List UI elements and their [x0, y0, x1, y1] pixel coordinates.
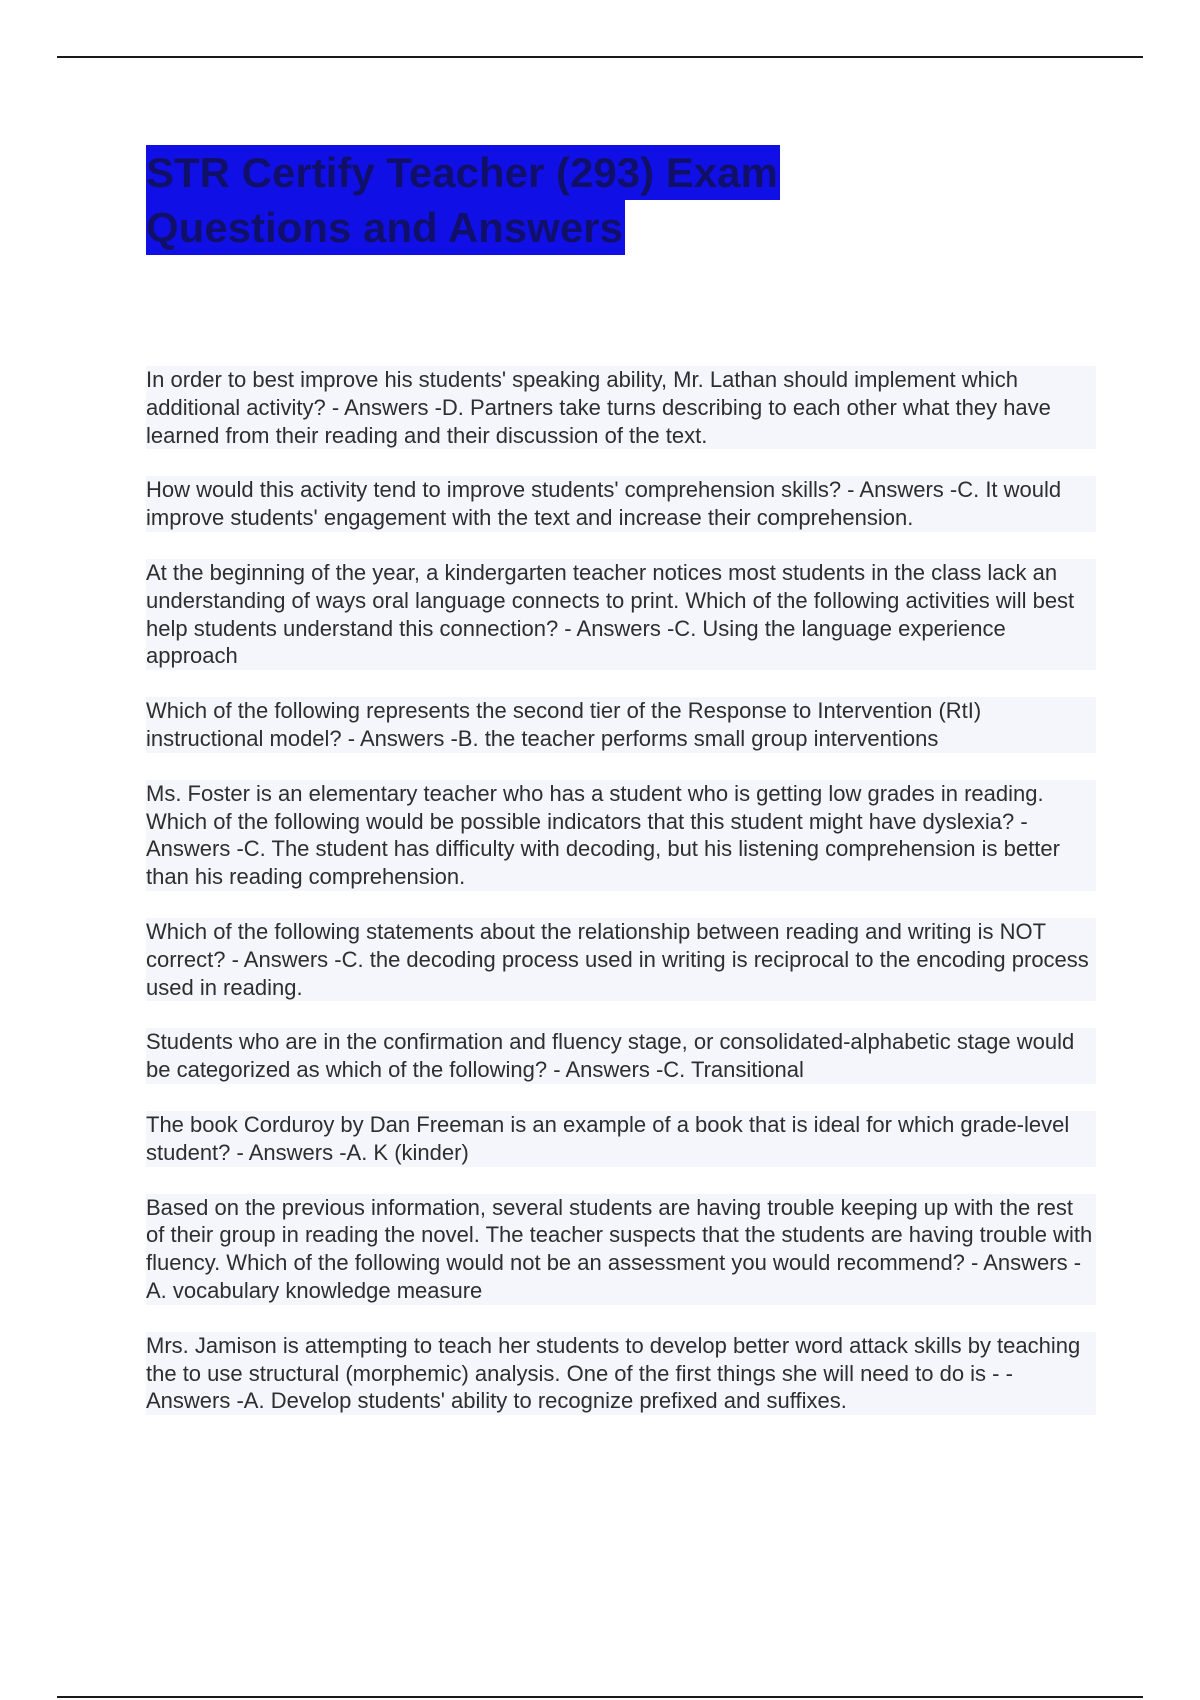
qa-item: Which of the following represents the second tier of the Response to Intervention (RtI) instructional model? - Answers -B. the teacher performs small group interventions — [146, 697, 1096, 753]
qa-item: Which of the following statements about the relationship between reading and writing is NOT correct? - Answers -C. the decoding process used in writing is reciprocal to the encoding process used in reading. — [146, 918, 1096, 1001]
qa-item: Mrs. Jamison is attempting to teach her students to develop better word attack skills by teaching the to use structural (morphemic) analysis. One of the first things she will need to do is - - Answers -A. Develop students' ability to recognize prefixed and suffixes. — [146, 1332, 1096, 1415]
qa-item: In order to best improve his students' speaking ability, Mr. Lathan should implement which additional activity? - Answers -D. Partners take turns describing to each other what they have learned from their reading and their discussion of the text. — [146, 366, 1096, 449]
qa-item: The book Corduroy by Dan Freeman is an example of a book that is ideal for which grade-level student? - Answers -A. K (kinder) — [146, 1111, 1096, 1167]
page-bottom-rule — [57, 1696, 1143, 1698]
title-line-1: STR Certify Teacher (293) Exam — [146, 145, 780, 200]
qa-item: Ms. Foster is an elementary teacher who has a student who is getting low grades in reading. Which of the following would be possible indicators that this student might have dyslexia? - Answers -C. The student has difficulty with decoding, but his listening comprehension is better than his reading comprehension. — [146, 780, 1096, 891]
title-line-2: Questions and Answers — [146, 200, 625, 255]
qa-item: Based on the previous information, several students are having trouble keeping up with the rest of their group in reading the novel. The teacher suspects that the students are having trouble with fluency. Which of the following would not be an assessment you would recommend? - Answers -A. vocabulary knowledge measure — [146, 1194, 1096, 1305]
qa-list — [146, 366, 1096, 1442]
qa-item: How would this activity tend to improve students' comprehension skills? - Answers -C. It would improve students' engagement with the text and increase their comprehension. — [146, 476, 1096, 532]
page-top-rule — [57, 56, 1143, 58]
document-title — [146, 145, 876, 255]
qa-item: Students who are in the confirmation and fluency stage, or consolidated-alphabetic stage would be categorized as which of the following? - Answers -C. Transitional — [146, 1028, 1096, 1084]
qa-item: At the beginning of the year, a kindergarten teacher notices most students in the class lack an understanding of ways oral language connects to print. Which of the following activities will best help students understand this connection? - Answers -C. Using the language experience approach — [146, 559, 1096, 670]
